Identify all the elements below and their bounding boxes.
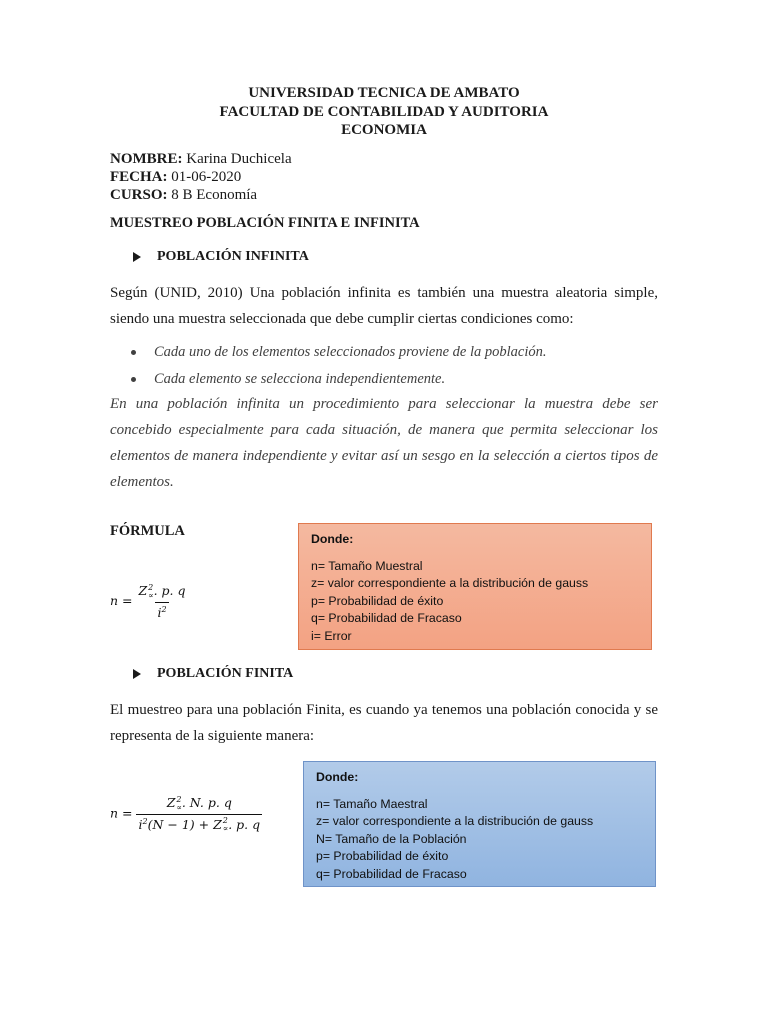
finite-legend-box bbox=[303, 761, 656, 887]
infinite-legend-box bbox=[298, 523, 652, 650]
name-value: Karina Duchicela bbox=[182, 151, 292, 167]
formula-lhs: n = bbox=[110, 805, 133, 821]
formula-numerator: Z 2 ∝ . N. p. q bbox=[166, 794, 232, 812]
date-value: 01-06-2020 bbox=[167, 169, 242, 185]
faculty-name: FACULTAD DE CONTABILIDAD Y AUDITORIA bbox=[219, 104, 549, 120]
finite-heading-text: POBLACIÓN FINITA bbox=[157, 666, 294, 681]
course-value: 8 B Economía bbox=[167, 187, 258, 203]
legend-line: N= Tamaño de la Población bbox=[316, 831, 467, 846]
legend-line: i= Error bbox=[311, 628, 352, 643]
course-line bbox=[110, 186, 257, 204]
finite-intro: El muestreo para una población Finita, es cuando ya tenemos una población conocida y se representa de la siguiente manera: bbox=[110, 702, 658, 744]
formula-label: FÓRMULA bbox=[110, 523, 185, 539]
legend-line: z= valor correspondiente a la distribución de gauss bbox=[316, 814, 594, 828]
legend-line: p= Probabilidad de éxito bbox=[311, 593, 444, 608]
bullet-text-2: Cada elemento se selecciona independientemente. bbox=[154, 371, 446, 387]
formula-numerator: Z 2 ∝ . p. q bbox=[138, 582, 186, 600]
bullet-dot-icon bbox=[131, 350, 136, 355]
box-title: Donde: bbox=[316, 770, 359, 784]
legend-line: n= Tamaño Maestral bbox=[316, 796, 428, 811]
arrow-bullet-icon bbox=[133, 669, 141, 679]
name-label: NOMBRE: bbox=[110, 151, 183, 167]
student-name-line bbox=[110, 150, 292, 168]
infinite-italic-paragraph: En una población infinita un procedimiento para seleccionar la muestra debe ser concebido especialmente para cada situación, de manera que permita seleccionar los elementos de manera independiente y evitar así un sesgo en la selección a ciertos tipos de elementos. bbox=[110, 396, 658, 490]
infinite-formula bbox=[110, 583, 188, 620]
formula-denominator: $i^2$ bbox=[155, 602, 168, 620]
career-name: ECONOMIA bbox=[341, 122, 427, 138]
formula-lhs: n = bbox=[110, 592, 133, 608]
legend-line: q= Probabilidad de Fracaso bbox=[311, 611, 462, 625]
arrow-bullet-icon bbox=[133, 252, 141, 262]
legend-line: q= Probabilidad de Fracaso bbox=[316, 866, 467, 881]
infinite-heading bbox=[133, 249, 309, 265]
course-label: CURSO: bbox=[110, 187, 168, 203]
box-title: Donde: bbox=[311, 532, 354, 546]
bullet-item-1 bbox=[131, 344, 547, 361]
formula-denominator: $i^2(N - 1) + Z$ 2 ∝ . p. q bbox=[136, 814, 262, 834]
document-title: MUESTREO POBLACIÓN FINITA E INFINITA bbox=[110, 215, 420, 231]
infinite-intro: Según (UNID, 2010) Una población infinita es también una muestra aleatoria simple, siendo una muestra seleccionada que debe cumplir ciertas condiciones como: bbox=[110, 285, 658, 327]
formula-fraction bbox=[136, 583, 187, 620]
university-name: UNIVERSIDAD TECNICA DE AMBATO bbox=[248, 85, 520, 101]
date-label: FECHA: bbox=[110, 169, 168, 185]
legend-line: n= Tamaño Muestral bbox=[311, 558, 423, 573]
formula-fraction bbox=[136, 795, 262, 833]
finite-heading bbox=[133, 666, 293, 682]
bullet-text-1: Cada uno de los elementos seleccionados proviene de la población. bbox=[154, 344, 547, 360]
finite-formula bbox=[110, 795, 262, 833]
date-line bbox=[110, 168, 241, 186]
bullet-dot-icon bbox=[131, 377, 136, 382]
legend-line: z= valor correspondiente a la distribución de gauss bbox=[311, 576, 589, 590]
bullet-item-2 bbox=[131, 371, 445, 388]
legend-line: p= Probabilidad de éxito bbox=[316, 849, 449, 863]
infinite-heading-text: POBLACIÓN INFINITA bbox=[157, 249, 309, 264]
